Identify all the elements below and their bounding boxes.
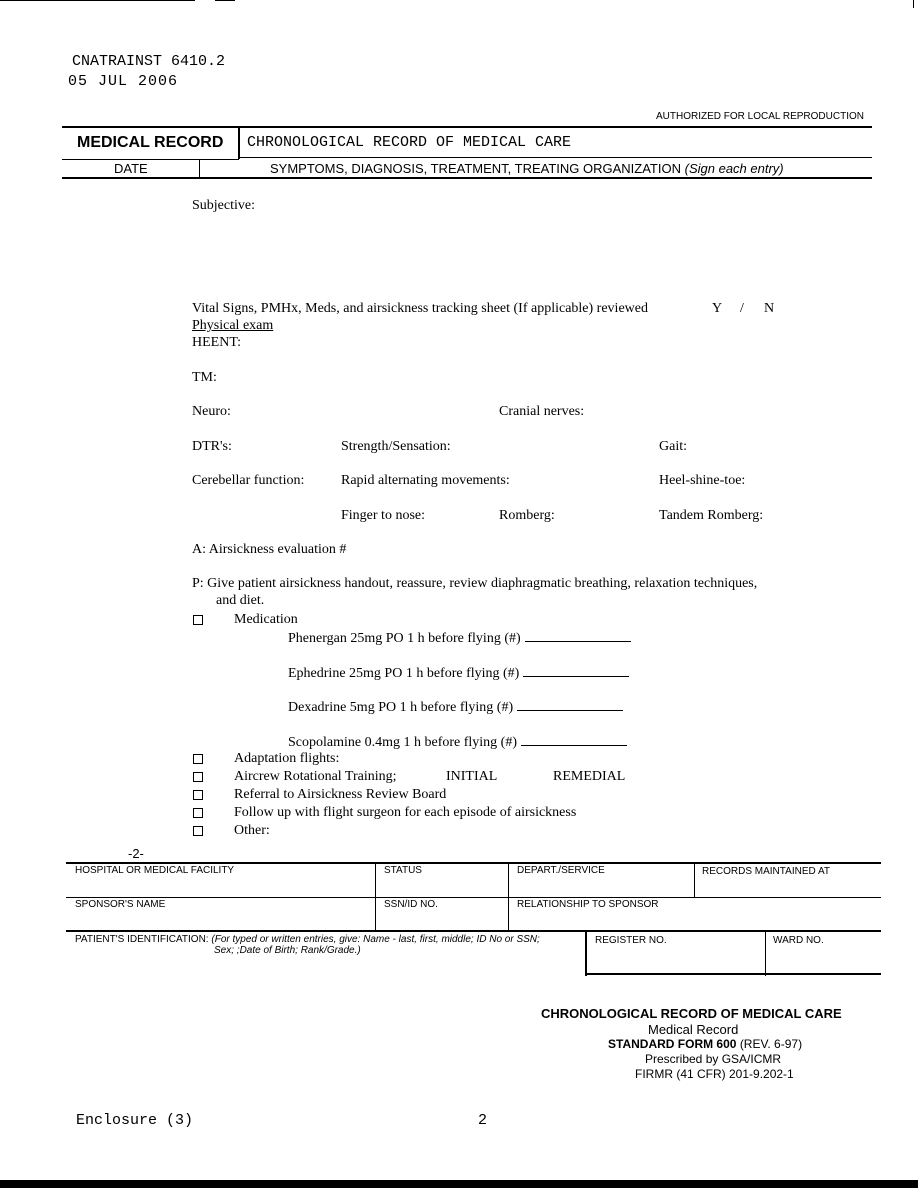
page-number: 2: [478, 1112, 488, 1129]
patient-id-note-2: Sex; ;Date of Birth; Rank/Grade.): [214, 945, 361, 956]
cranial-nerves-label: Cranial nerves:: [499, 404, 585, 419]
table-row-rule-2: [66, 930, 881, 932]
gait-label: Gait:: [659, 439, 687, 454]
other-checkbox[interactable]: [193, 826, 203, 836]
relationship-label: RELATIONSHIP TO SPONSOR: [517, 899, 659, 910]
patient-id-note: (For typed or written entries, give: Name - last, first, middle; ID No or SSN;: [211, 934, 540, 945]
followup-checkbox[interactable]: [193, 808, 203, 818]
form-revision: (REV. 6-97): [739, 1037, 803, 1051]
medication-label: Medication: [234, 612, 298, 627]
scan-bottom-bar: [0, 1180, 918, 1188]
cerebellar-label: Cerebellar function:: [192, 473, 305, 488]
form-info-title: CHRONOLOGICAL RECORD OF MEDICAL CARE: [541, 1006, 842, 1021]
form-title-right: CHRONOLOGICAL RECORD OF MEDICAL CARE: [247, 134, 572, 151]
vitals-line: Vital Signs, PMHx, Meds, and airsickness tracking sheet (If applicable) reviewed: [192, 301, 648, 316]
followup-label: Follow up with flight surgeon for each episode of airsickness: [234, 805, 577, 820]
form-info-firmr: FIRMR (41 CFR) 201-9.202-1: [635, 1067, 794, 1081]
aircrew-checkbox[interactable]: [193, 772, 203, 782]
register-label: REGISTER NO.: [595, 935, 667, 946]
romberg-label: Romberg:: [499, 508, 555, 523]
column-details: [270, 161, 784, 176]
aircrew-label: Aircrew Rotational Training;: [234, 769, 397, 784]
vitals-no: N: [764, 301, 775, 316]
med-ephedrine-label: Ephedrine 25mg PO 1 h before flying (#): [288, 666, 520, 681]
med-phenergan: [288, 629, 631, 647]
title-bottom-rule-left: [62, 159, 239, 160]
rapid-label: Rapid alternating movements:: [341, 473, 510, 488]
form-number: STANDARD FORM 600: [608, 1037, 737, 1051]
aircrew-initial: INITIAL: [446, 769, 498, 784]
table-bottom-rule: [586, 973, 881, 975]
column-details-note: (Sign each entry): [684, 161, 784, 176]
table-div-3: [694, 863, 695, 898]
strength-label: Strength/Sensation:: [341, 439, 451, 454]
instruction-number: CNATRAINST 6410.2: [72, 53, 226, 70]
table-row-rule-1: [66, 897, 881, 898]
form-info-subtitle: Medical Record: [648, 1022, 739, 1037]
status-label: STATUS: [384, 865, 422, 876]
med-dexadrine-blank[interactable]: [517, 698, 623, 711]
referral-label: Referral to Airsickness Review Board: [234, 787, 447, 802]
enclosure-label: Enclosure (3): [76, 1112, 194, 1129]
ward-label: WARD NO.: [773, 935, 824, 946]
neuro-label: Neuro:: [192, 404, 231, 419]
table-div-4: [585, 931, 587, 976]
patient-id: [75, 934, 540, 945]
plan-line-1: P: Give patient airsickness handout, reassure, review diaphragmatic breathing, relaxation techniques,: [192, 576, 758, 591]
title-divider: [238, 127, 240, 159]
patient-id-label: PATIENT'S IDENTIFICATION:: [75, 934, 209, 945]
title-bottom-rule: [238, 157, 872, 158]
column-divider: [199, 160, 200, 177]
med-dexadrine-label: Dexadrine 5mg PO 1 h before flying (#): [288, 700, 514, 715]
med-phenergan-blank[interactable]: [525, 629, 631, 642]
aircrew-remedial: REMEDIAL: [553, 769, 626, 784]
plan-line-2: and diet.: [216, 593, 265, 608]
physical-exam-heading: Physical exam: [192, 318, 274, 333]
form-info-prescribed: Prescribed by GSA/ICMR: [645, 1052, 782, 1066]
title-top-rule: [62, 126, 872, 128]
medication-checkbox[interactable]: [193, 615, 203, 625]
dtr-label: DTR's:: [192, 439, 232, 454]
adaptation-checkbox[interactable]: [193, 754, 203, 764]
scan-mark-top-short: [215, 0, 235, 1]
column-details-text: SYMPTOMS, DIAGNOSIS, TREATMENT, TREATING ORGANIZATION: [270, 161, 681, 176]
med-dexadrine: [288, 698, 623, 716]
column-bottom-rule: [62, 177, 872, 179]
subjective-label: Subjective:: [192, 198, 255, 213]
med-scopolamine-label: Scopolamine 0.4mg 1 h before flying (#): [288, 735, 518, 750]
tm-label: TM:: [192, 370, 217, 385]
med-scopolamine-blank[interactable]: [521, 733, 627, 746]
records-label: RECORDS MAINTAINED AT: [702, 866, 830, 877]
other-label: Other:: [234, 823, 270, 838]
authorized-reproduction: AUTHORIZED FOR LOCAL REPRODUCTION: [656, 111, 864, 122]
column-date: DATE: [114, 161, 148, 176]
med-ephedrine-blank[interactable]: [523, 664, 629, 677]
vitals-slash: /: [740, 301, 744, 316]
finger-label: Finger to nose:: [341, 508, 425, 523]
scan-mark-right: [913, 0, 914, 8]
page-marker: -2-: [128, 846, 144, 861]
form-title-left: MEDICAL RECORD: [77, 134, 224, 151]
tandem-label: Tandem Romberg:: [659, 508, 764, 523]
referral-checkbox[interactable]: [193, 790, 203, 800]
depart-label: DEPART./SERVICE: [517, 865, 605, 876]
table-top-rule: [66, 862, 881, 864]
sponsor-label: SPONSOR'S NAME: [75, 899, 166, 910]
table-div-5: [765, 931, 766, 976]
instruction-date: 05 JUL 2006: [68, 73, 179, 90]
form-info-number: [608, 1037, 802, 1051]
heel-label: Heel-shine-toe:: [659, 473, 746, 488]
assessment-line: A: Airsickness evaluation #: [192, 542, 347, 557]
vitals-yes: Y: [712, 301, 723, 316]
med-ephedrine: [288, 664, 629, 682]
med-scopolamine: [288, 733, 627, 751]
hospital-label: HOSPITAL OR MEDICAL FACILITY: [75, 865, 235, 876]
scan-mark-top: [0, 0, 195, 1]
heent-label: HEENT:: [192, 335, 242, 350]
adaptation-label: Adaptation flights:: [234, 751, 340, 766]
med-phenergan-label: Phenergan 25mg PO 1 h before flying (#): [288, 631, 521, 646]
ssn-label: SSN/ID NO.: [384, 899, 438, 910]
